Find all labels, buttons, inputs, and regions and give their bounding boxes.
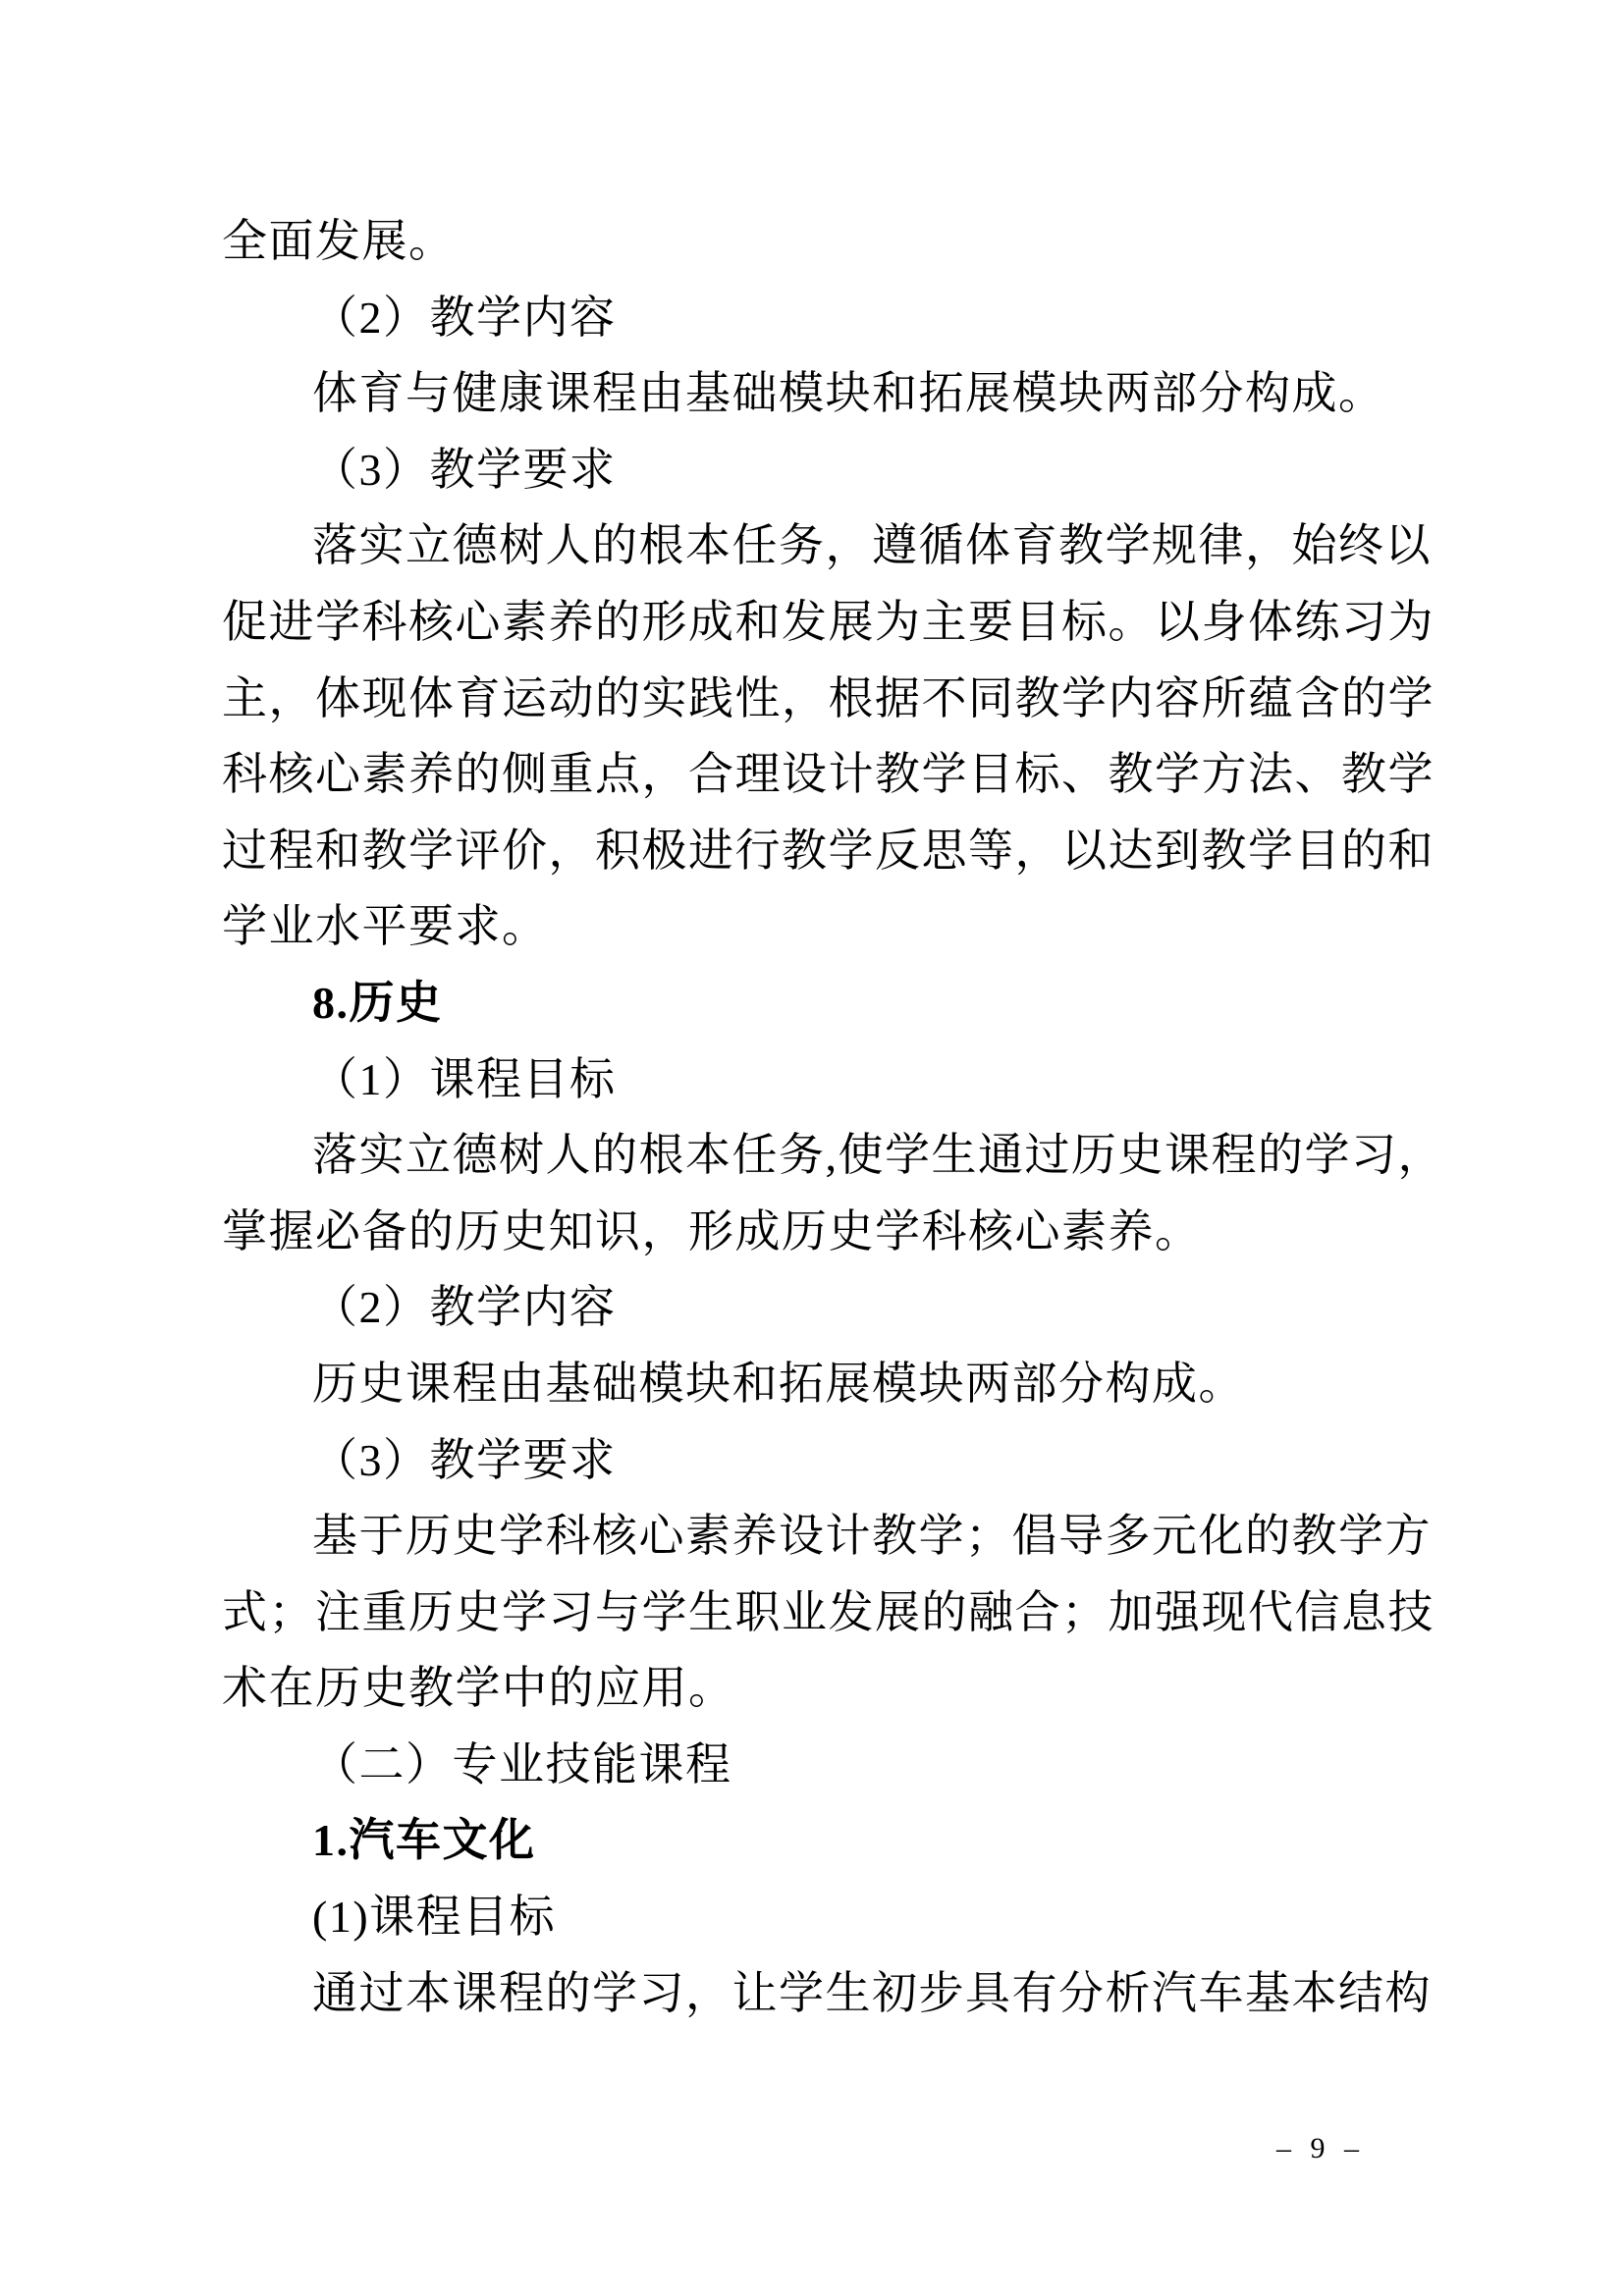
text-line: 落实立德树人的根本任务,使学生通过历史课程的学习， — [312, 1130, 1444, 1181]
page-number: – 9 – — [1276, 2132, 1362, 2164]
text-line: 落实立德树人的根本任务，遵循体育教学规律，始终以 — [312, 520, 1432, 571]
text-line: 全面发展。 — [222, 216, 456, 266]
text-line: 历史课程由基础模块和拓展模块两部分构成。 — [312, 1358, 1245, 1409]
section-heading: 8.历史 — [312, 977, 443, 1028]
section-heading: 1.汽车文化 — [312, 1815, 536, 1866]
text-line: （2）教学内容 — [312, 1282, 617, 1333]
text-line: (1)课程目标 — [312, 1892, 557, 1943]
text-line: 主，体现体育运动的实践性，根据不同教学内容所蕴含的学 — [222, 672, 1435, 723]
text-line: 式；注重历史学习与学生职业发展的融合；加强现代信息技 — [222, 1586, 1435, 1637]
text-line: （1）课程目标 — [312, 1053, 617, 1104]
text-line: 过程和教学评价，积极进行教学反思等，以达到教学目的和 — [222, 825, 1435, 876]
text-line: 促进学科核心素养的形成和发展为主要目标。以身体练习为 — [222, 596, 1435, 647]
text-line: （3）教学要求 — [312, 1434, 617, 1485]
text-line: （2）教学内容 — [312, 292, 617, 343]
text-line: 基于历史学科核心素养设计教学；倡导多元化的教学方 — [312, 1511, 1432, 1562]
text-line: 体育与健康课程由基础模块和拓展模块两部分构成。 — [312, 368, 1385, 419]
text-line: 术在历史教学中的应用。 — [222, 1663, 735, 1714]
text-line: （3）教学要求 — [312, 444, 617, 495]
text-line: 学业水平要求。 — [222, 901, 549, 952]
text-line: （二）专业技能课程 — [312, 1738, 732, 1789]
text-line: 通过本课程的学习，让学生初步具有分析汽车基本结构 — [312, 1967, 1432, 2018]
text-line: 科核心素养的侧重点，合理设计教学目标、教学方法、教学 — [222, 749, 1435, 800]
text-line: 掌握必备的历史知识，形成历史学科核心素养。 — [222, 1205, 1202, 1256]
text-block — [222, 203, 1449, 2031]
